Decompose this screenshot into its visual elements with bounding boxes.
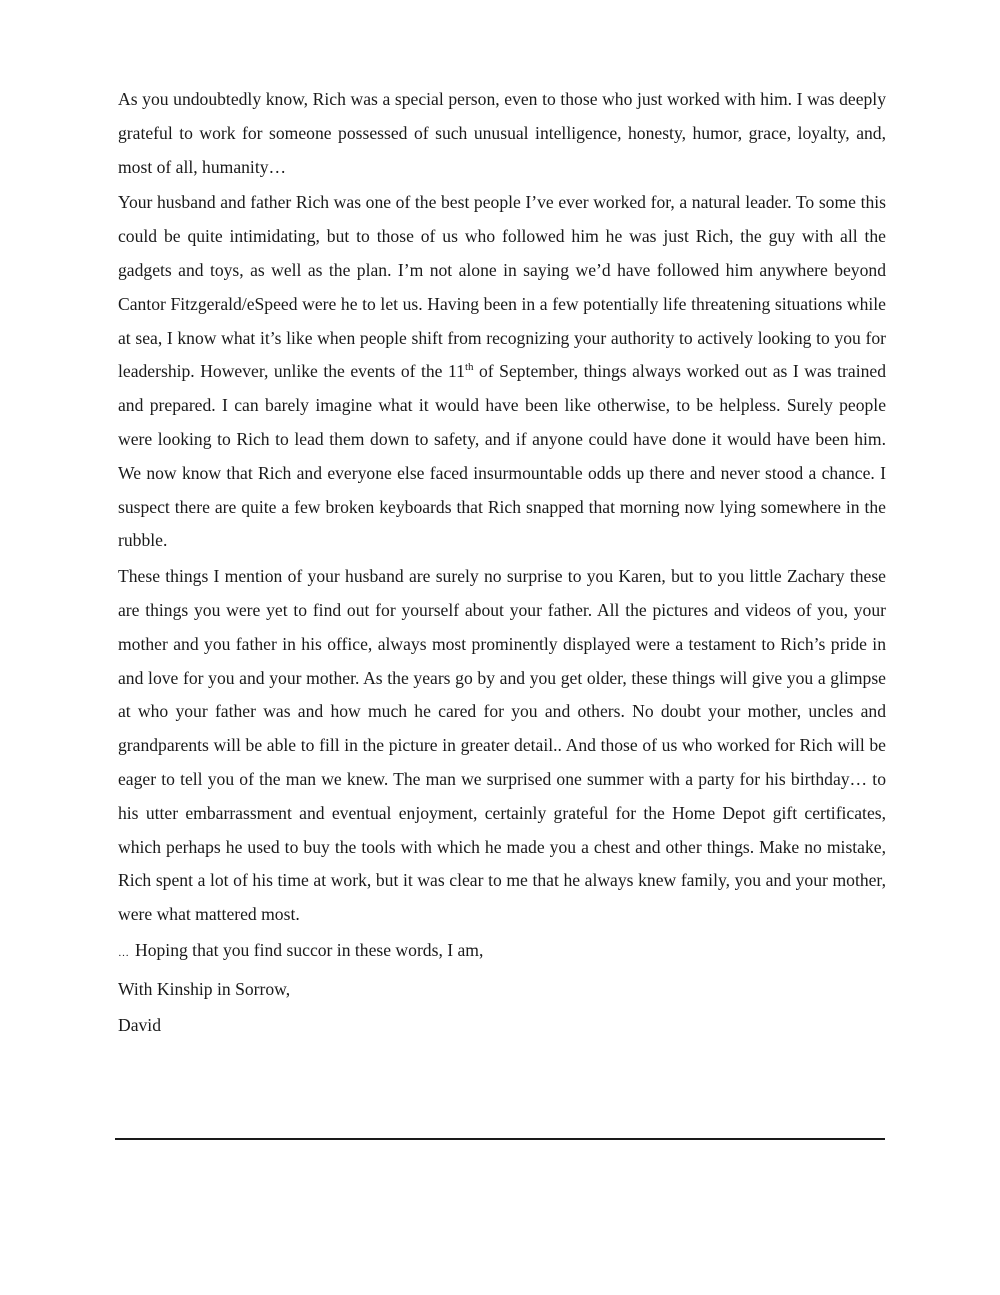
paragraph-leadership <box>118 186 886 558</box>
closing-line-text: Hoping that you find succor in these words, I am, <box>135 939 484 960</box>
paragraph-leadership-text-b: of September, things always worked out as I was trained and prepared. I can barely imagine what it would have been like otherwise, to be helpless. Surely people were looking to Rich to lead them down to safety, and if anyone could have done it would have been him. We now know that Rich and everyone else faced insurmountable odds up there and never stood a chance. I suspect there are quite a few broken keyboards that Rich snapped that morning now lying somewhere in the rubble. <box>118 361 886 551</box>
footer-divider <box>115 1138 885 1140</box>
signature <box>118 1009 886 1043</box>
signature-text: David <box>118 1014 161 1035</box>
salutation-text: With Kinship in Sorrow, <box>118 978 291 999</box>
letter-body <box>118 83 886 1044</box>
closing-line <box>118 934 886 971</box>
paragraph-family <box>118 560 886 932</box>
paragraph-intro-text: As you undoubtedly know, Rich was a special person, even to those who just worked with him. I was deeply grateful to work for someone possessed of such unusual intelligence, honesty, humor, grace, loyalty, and, most of all, humanity… <box>118 89 886 177</box>
paragraph-leadership-text-a: Your husband and father Rich was one of the best people I’ve ever worked for, a natural leader. To some this could be quite intimidating, but to those of us who followed him he was just Rich, the guy with all the gadgets and toys, as well as the plan. I’m not alone in saying we’d have followed him anywhere beyond Cantor Fitzgerald/eSpeed were he to let us. Having been in a few potentially life threatening situations while at sea, I know what it’s like when people shift from recognizing your authority to actively looking to you for leadership. However, unlike the events of the 11 <box>118 192 886 382</box>
salutation <box>118 973 886 1007</box>
ordinal-superscript: th <box>464 361 474 374</box>
paragraph-family-text: These things I mention of your husband are surely no surprise to you Karen, but to you little Zachary these are things you were yet to find out for yourself about your father. All the pictures and videos of you, your mother and you father in his office, always most prominently displayed were a testament to Rich’s pride in and love for you and your mother. As the years go by and you get older, these things will give you a glimpse at who your father was and how much he cared for you and others. No doubt your mother, uncles and grandparents will be able to fill in the picture in greater detail.. And those of us who worked for Rich will be eager to tell you of the man we knew. The man we surprised one summer with a party for his birthday… to his utter embarrassment and eventual enjoyment, certainly grateful for the Home Depot gift certificates, which perhaps he used to buy the tools with which he made you a chest and other things. Make no mistake, Rich spent a lot of his time at work, but it was clear to me that he always knew family, you and your mother, were what mattered most. <box>118 566 886 925</box>
closing-ellipsis: … <box>118 946 129 959</box>
paragraph-intro <box>118 83 886 184</box>
